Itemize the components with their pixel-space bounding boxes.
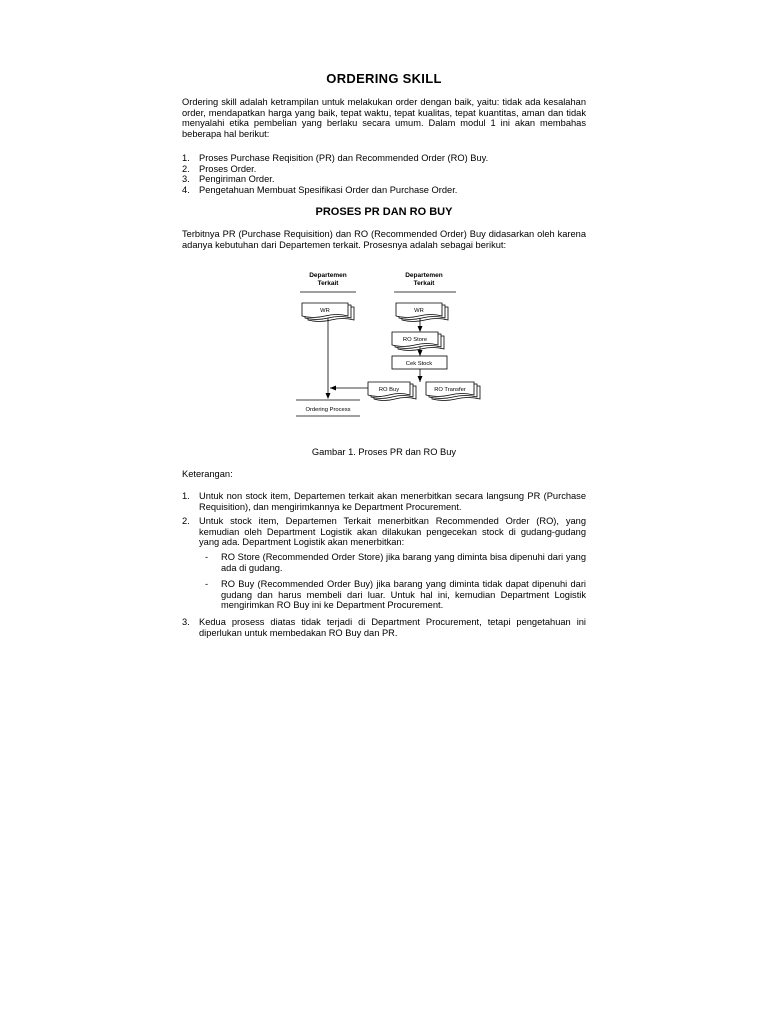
list-number: 1. bbox=[182, 153, 190, 163]
ordering-process-label: Ordering Process bbox=[305, 407, 351, 413]
list-number: 2. bbox=[182, 163, 190, 174]
list-text: Proses Purchase Reqisition (PR) dan Recommended Order (RO) Buy. bbox=[199, 153, 489, 163]
list-number: 3. bbox=[182, 616, 190, 627]
list-text: Untuk non stock item, Departemen terkait akan menerbitkan secara langsung PR (Purchase Requisition), dan mengirimkannya ke Department Procurement. bbox=[199, 491, 586, 512]
keterangan-label: Keterangan: bbox=[182, 469, 233, 479]
list-text: Kedua prosess diatas tidak terjadi di Department Procurement, tetapi pengetahuan ini diperlukan untuk membedakan RO Buy dan PR. bbox=[199, 616, 586, 638]
wr-right-label: WR bbox=[414, 308, 424, 314]
notes-list bbox=[182, 491, 586, 642]
figure-caption: Gambar 1. Proses PR dan RO Buy bbox=[311, 447, 457, 457]
topic-list bbox=[182, 153, 586, 195]
list-number: 4. bbox=[182, 184, 190, 195]
section-intro: Terbitnya PR (Purchase Requisition) dan RO (Recommended Order) Buy didasarkan oleh karena adanya kebutuhan dari Departemen terkait. Prosesnya adalah sebagai berikut: bbox=[182, 229, 586, 250]
dept-label-left-1: Departemen bbox=[309, 272, 347, 279]
list-item bbox=[182, 185, 586, 196]
dept-label-right-2: Terkait bbox=[413, 280, 435, 287]
dept-label-left-2: Terkait bbox=[317, 280, 339, 287]
list-item bbox=[182, 174, 586, 185]
wr-left-label: WR bbox=[320, 308, 330, 314]
intro-paragraph: Ordering skill adalah ketrampilan untuk melakukan order dengan baik, yaitu: tidak ada kesalahan order, mendapatkan harga yang baik, tepat waktu, tepat kualitas, tepat kuantitas, aman dan tidak menyalahi etika pembelian yang berlaku secara umum. Dalam modul 1 ini akan membahas beberapa hal berikut: bbox=[182, 97, 586, 139]
sub-list-text: RO Store (Recommended Order Store) jika barang yang diminta bisa dipenuhi dari yang ada di gudang. bbox=[221, 551, 586, 573]
sub-list bbox=[199, 552, 586, 611]
list-item bbox=[182, 617, 586, 638]
list-number: 1. bbox=[182, 491, 190, 501]
list-item bbox=[182, 164, 586, 175]
section-title: PROSES PR DAN RO BUY bbox=[315, 206, 453, 218]
list-text: Pengiriman Order. bbox=[199, 174, 275, 185]
list-text: Pengetahuan Membuat Spesifikasi Order dan Purchase Order. bbox=[199, 184, 458, 195]
dash-marker: - bbox=[205, 579, 209, 590]
cek-stock-label: Cek Stock bbox=[405, 361, 433, 367]
list-text: Untuk stock item, Departemen Terkait menerbitkan Recommended Order (RO), yang kemudian oleh Department Logistik akan dilakukan pengecekan stock di gudang-gudang yang ada. Department Logistik akan menerbitkan: bbox=[199, 516, 586, 548]
ro-transfer-label: RO Transfer bbox=[434, 387, 466, 393]
dept-label-right-1: Departemen bbox=[405, 272, 443, 279]
sub-list-text: RO Buy (Recommended Order Buy) jika barang yang diminta tidak dapat dipenuhi dari gudang dan harus membeli dari luar. Untuk hal ini, kemudian Department Logistik mengirimkan RO Buy ini ke Department Procurement. bbox=[221, 579, 586, 611]
process-diagram bbox=[290, 266, 490, 426]
ro-buy-label: RO Buy bbox=[378, 387, 400, 393]
list-text: Proses Order. bbox=[199, 163, 257, 174]
page-title: ORDERING SKILL bbox=[326, 71, 442, 86]
list-item bbox=[182, 153, 586, 164]
ro-store-label: RO Store bbox=[402, 337, 428, 343]
dash-marker: - bbox=[205, 551, 209, 562]
sub-list-item bbox=[199, 552, 586, 573]
sub-list-item bbox=[199, 579, 586, 611]
list-item bbox=[182, 516, 586, 611]
list-item bbox=[182, 491, 586, 512]
list-number: 3. bbox=[182, 174, 190, 185]
list-number: 2. bbox=[182, 516, 190, 527]
